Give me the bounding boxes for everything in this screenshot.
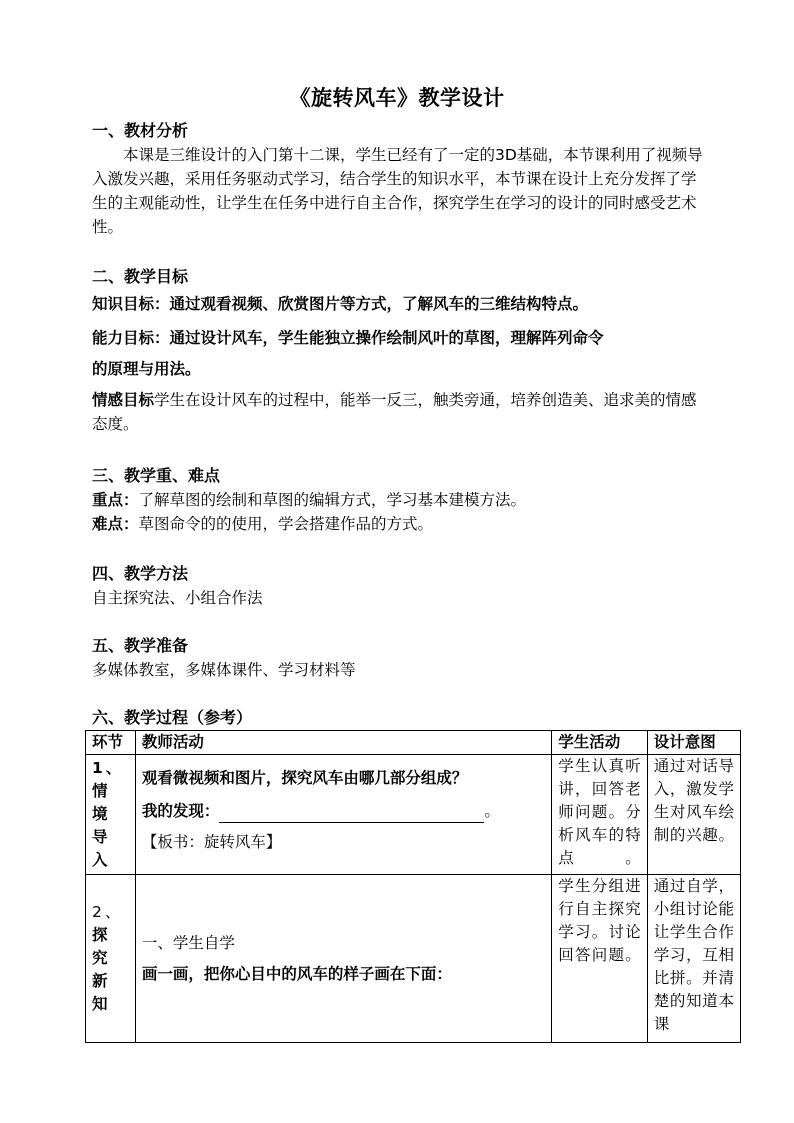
table-header-teacher: 教师活动 bbox=[135, 731, 551, 755]
keypoint-difficulty-label: 难点： bbox=[92, 515, 139, 533]
teacher-board-note: 【板书：旋转风车】 bbox=[141, 833, 282, 851]
table-header-student: 学生活动 bbox=[552, 731, 647, 755]
teacher-activity-cell bbox=[135, 875, 551, 1043]
design-intent-cell: 通过对话导入，激发学生对风车绘制的兴趣。 bbox=[647, 755, 740, 875]
section-heading-keypoints: 三、教学重、难点 bbox=[92, 466, 221, 485]
table-row bbox=[86, 875, 741, 1043]
keypoint-difficulty bbox=[92, 512, 707, 536]
section-body-analysis: 本课是三维设计的入门第十二课，学生已经有了一定的3D基础，本节课利用了视频导入激发兴趣，采用任务驱动式学习，结合学生的知识水平，本节课在设计上充分发挥了学生的主观能动性，让学生在任务中进行自主合作，探究学生在学习的设计的同时感受艺术性。 bbox=[92, 146, 703, 236]
stage-name-part2: 新 知 bbox=[92, 972, 111, 1013]
finding-blank-line bbox=[219, 806, 484, 823]
teacher-self-study: 一、学生自学 bbox=[141, 933, 235, 952]
section-body-preparation: 多媒体教室，多媒体课件、学习材料等 bbox=[92, 661, 356, 679]
section-heading-process: 六、教学过程（参考） bbox=[92, 708, 253, 727]
teacher-finding-end: 。 bbox=[484, 802, 500, 820]
objective-emotion-label: 情感目标 bbox=[92, 391, 155, 409]
objective-emotion bbox=[92, 388, 707, 436]
stage-number: 2、 bbox=[92, 903, 124, 921]
objective-emotion-text: 学生在设计风车的过程中，能举一反三，触类旁通，培养创造美、追求美的情感态度。 bbox=[92, 391, 697, 433]
stage-name-part1: 情 境 bbox=[92, 782, 111, 823]
keypoint-key-label: 重点： bbox=[92, 491, 139, 509]
teacher-question: 观看微视频和图片，探究风车由哪几部分组成？ bbox=[141, 769, 468, 787]
student-activity-cell: 学生分组进行自主探究学习。讨论回答问题。 bbox=[552, 875, 647, 1043]
stage-cell bbox=[86, 875, 136, 1043]
stage-name-part1: 探 究 bbox=[92, 926, 111, 967]
teacher-draw-task: 画一画，把你心目中的风车的样子画在下面： bbox=[141, 964, 452, 983]
table-header-row bbox=[86, 731, 741, 755]
section-heading-objectives: 二、教学目标 bbox=[92, 267, 189, 286]
table-header-intent: 设计意图 bbox=[647, 731, 740, 755]
keypoint-key bbox=[92, 488, 707, 512]
stage-number: 1、 bbox=[92, 759, 125, 777]
teacher-finding bbox=[142, 800, 545, 823]
keypoint-difficulty-text: 草图命令的的使用，学会搭建作品的方式。 bbox=[138, 515, 434, 533]
table-row bbox=[86, 755, 741, 875]
section-heading-preparation: 五、教学准备 bbox=[92, 636, 189, 655]
design-intent-cell: 通过自学，小组讨论能让学生合作学习，互相比拼。并清楚的知道本课 bbox=[647, 875, 740, 1043]
section-heading-methods: 四、教学方法 bbox=[92, 564, 189, 583]
section-heading-analysis: 一、教材分析 bbox=[92, 121, 189, 140]
student-activity-cell: 学生认真听讲，回答老师问题。分析风车的特点。 bbox=[552, 755, 647, 875]
stage-name-part2: 导 入 bbox=[92, 828, 111, 869]
stage-cell bbox=[86, 755, 136, 875]
teacher-activity-cell bbox=[135, 755, 551, 875]
table-header-stage: 环节 bbox=[86, 731, 136, 755]
page-title: 《旋转风车》教学设计 bbox=[289, 86, 505, 110]
keypoint-key-text: 了解草图的绘制和草图的编辑方式，学习基本建模方法。 bbox=[138, 491, 527, 509]
teacher-finding-label: 我的发现： bbox=[141, 802, 220, 820]
section-body-methods: 自主探究法、小组合作法 bbox=[92, 589, 263, 607]
objective-knowledge: 知识目标：通过观看视频、欣赏图片等方式，了解风车的三维结构特点。 bbox=[92, 295, 589, 313]
objective-ability-line1: 能力目标：通过设计风车，学生能独立操作绘制风叶的草图，理解阵列命令 bbox=[92, 329, 604, 347]
process-table bbox=[85, 730, 741, 1043]
objective-ability-line2: 的原理与用法。 bbox=[92, 360, 201, 378]
